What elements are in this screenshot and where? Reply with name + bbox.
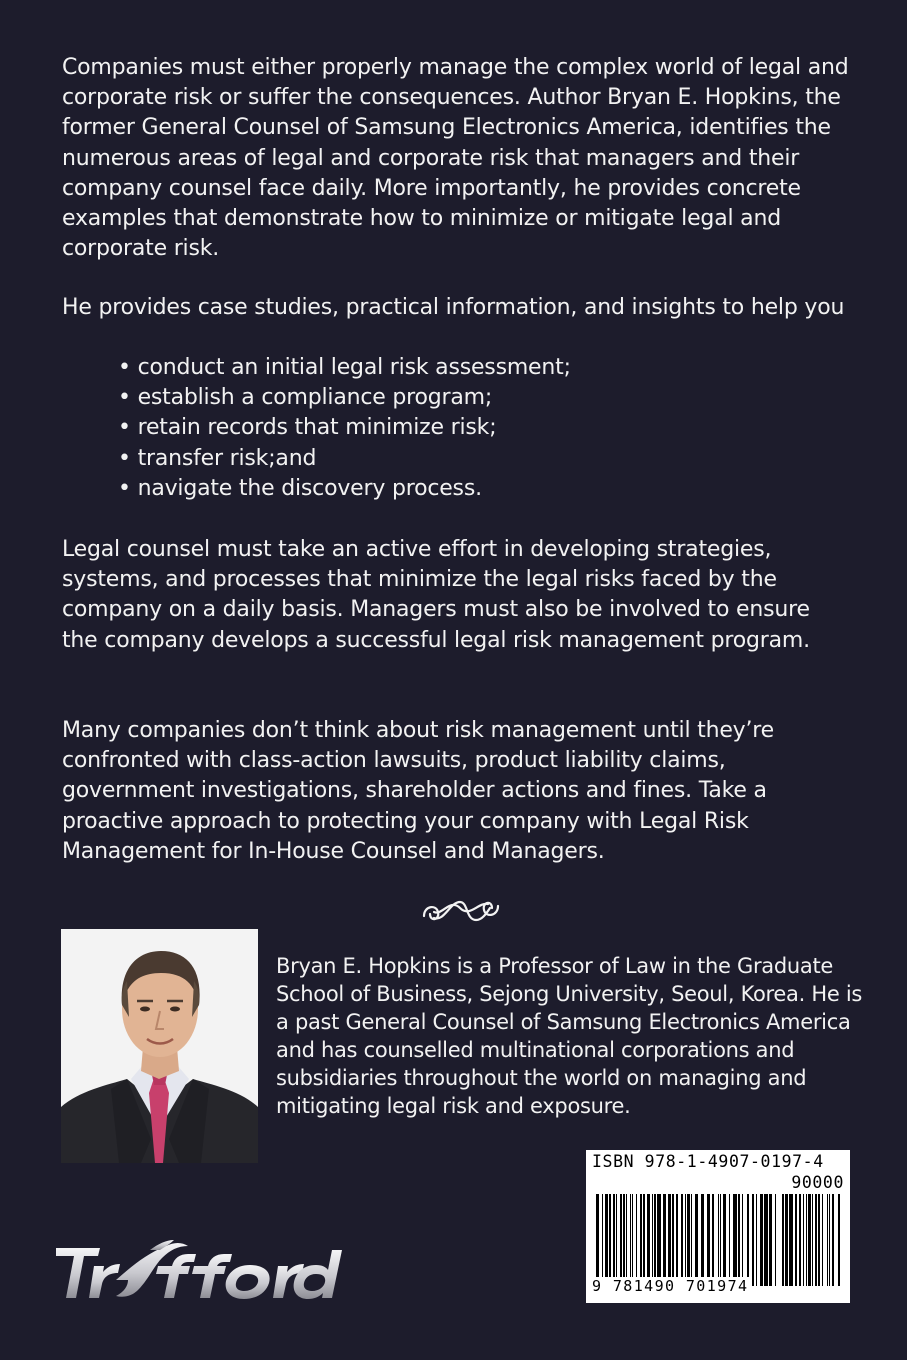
isbn-barcode [586, 1150, 850, 1303]
barcode-bar [643, 1194, 645, 1286]
barcode-bar [672, 1194, 674, 1286]
barcode-bar [620, 1194, 622, 1286]
barcode-bar [832, 1194, 834, 1286]
barcode-bar [712, 1194, 714, 1286]
barcode-bar [685, 1194, 686, 1286]
barcode-bar [812, 1194, 813, 1286]
trafford-logo [54, 1236, 360, 1302]
barcode-bar [647, 1194, 650, 1286]
barcode-bar [756, 1194, 757, 1286]
barcode-bar [701, 1194, 704, 1286]
ean-barcode-bars [596, 1194, 776, 1286]
barcode-bar [764, 1194, 768, 1286]
barcode-bar [723, 1194, 726, 1286]
barcode-bar [640, 1194, 642, 1286]
barcode-bar [803, 1194, 804, 1286]
ean-digits: 9 781490 701974 [592, 1277, 749, 1295]
barcode-bar [654, 1194, 656, 1286]
barcode-bar [827, 1194, 828, 1286]
barcode-bar [605, 1194, 608, 1286]
list-item: • conduct an initial legal risk assessment; [118, 353, 571, 383]
description-paragraph-2: He provides case studies, practical information, and insights to help you [62, 295, 845, 320]
barcode-bar [602, 1194, 603, 1286]
barcode-bar [718, 1194, 719, 1286]
barcode-bar [795, 1194, 797, 1286]
barcode-bar [695, 1194, 698, 1286]
barcode-bar [630, 1194, 631, 1286]
barcode-bar [720, 1194, 721, 1286]
list-item: • establish a compliance program; [118, 383, 571, 413]
barcode-bar [623, 1194, 625, 1286]
barcode-bar [799, 1194, 801, 1286]
benefit-list [118, 353, 571, 504]
barcode-bar [613, 1194, 615, 1286]
barcode-bar [636, 1194, 637, 1286]
barcode-bar [681, 1194, 683, 1286]
barcode-bar [747, 1194, 749, 1286]
isbn-label: ISBN 978-1-4907-0197-4 [592, 1152, 824, 1171]
barcode-bar [742, 1194, 743, 1286]
barcode-bar [652, 1194, 653, 1286]
author-photo [61, 929, 258, 1163]
barcode-bar [707, 1194, 710, 1286]
barcode-bar [838, 1194, 840, 1286]
barcode-bar [789, 1194, 793, 1286]
barcode-bar [785, 1194, 788, 1286]
barcode-bar [596, 1194, 599, 1286]
description-paragraph-3: Legal counsel must take an active effort in developing strategies, systems, and processes that minimize the legal risks faced by the company on a daily basis. Managers must also be involved to ensure the company develops a successful legal risk management program. [62, 537, 810, 653]
addon-barcode-bars [782, 1194, 844, 1286]
barcode-bar [782, 1194, 784, 1286]
barcode-bar [808, 1194, 811, 1286]
barcode-bar [815, 1194, 817, 1286]
barcode-bar [738, 1194, 740, 1286]
barcode-bar [657, 1194, 661, 1286]
barcode-bar [769, 1194, 772, 1286]
barcode-bar [729, 1194, 730, 1286]
barcode-bar [691, 1194, 692, 1286]
barcode-bar [668, 1194, 671, 1286]
barcode-bar [775, 1194, 776, 1286]
barcode-bar [609, 1194, 611, 1286]
barcode-bar [760, 1194, 763, 1286]
barcode-bar [687, 1194, 690, 1286]
barcode-bar [818, 1194, 820, 1286]
list-item: • navigate the discovery process. [118, 474, 571, 504]
barcode-bar [616, 1194, 617, 1286]
description-paragraph-4: Many companies don’t think about risk management until they’re confronted with class-action lawsuits, product liability claims, government investigations, shareholder actions and fines. Take a proactive approach to protecting your company with Legal Risk Management for In-House Counsel and Managers. [62, 718, 774, 864]
barcode-bar [752, 1194, 754, 1286]
barcode-bar [806, 1194, 807, 1286]
barcode-bar [829, 1194, 830, 1286]
list-item: • transfer risk;and [118, 444, 571, 474]
author-bio: Bryan E. Hopkins is a Professor of Law in the Graduate School of Business, Sejong University, Seoul, Korea. He is a past General Counsel of Samsung Electronics America and has counselled multinational corporations and subsidiaries throughout the world on managing and mitigating legal risk and exposure. [276, 954, 863, 1118]
barcode-bar [626, 1194, 627, 1286]
barcode-bar [676, 1194, 678, 1286]
scroll-flourish-icon [420, 894, 502, 928]
barcode-bar [632, 1194, 633, 1286]
barcode-bar [663, 1194, 666, 1286]
description-paragraph-1: Companies must either properly manage the complex world of legal and corporate risk or suffer the consequences. Author Bryan E. Hopkins, the former General Counsel of Samsung Electronics America, identifies the numerous areas of legal and corporate risk that managers and their company counsel face daily. More importantly, he provides concrete examples that demonstrate how to minimize or mitigate legal and corporate risk. [62, 55, 849, 262]
barcode-bar [733, 1194, 737, 1286]
list-item: • retain records that minimize risk; [118, 413, 571, 443]
price-code: 90000 [791, 1173, 844, 1192]
barcode-bar [822, 1194, 823, 1286]
